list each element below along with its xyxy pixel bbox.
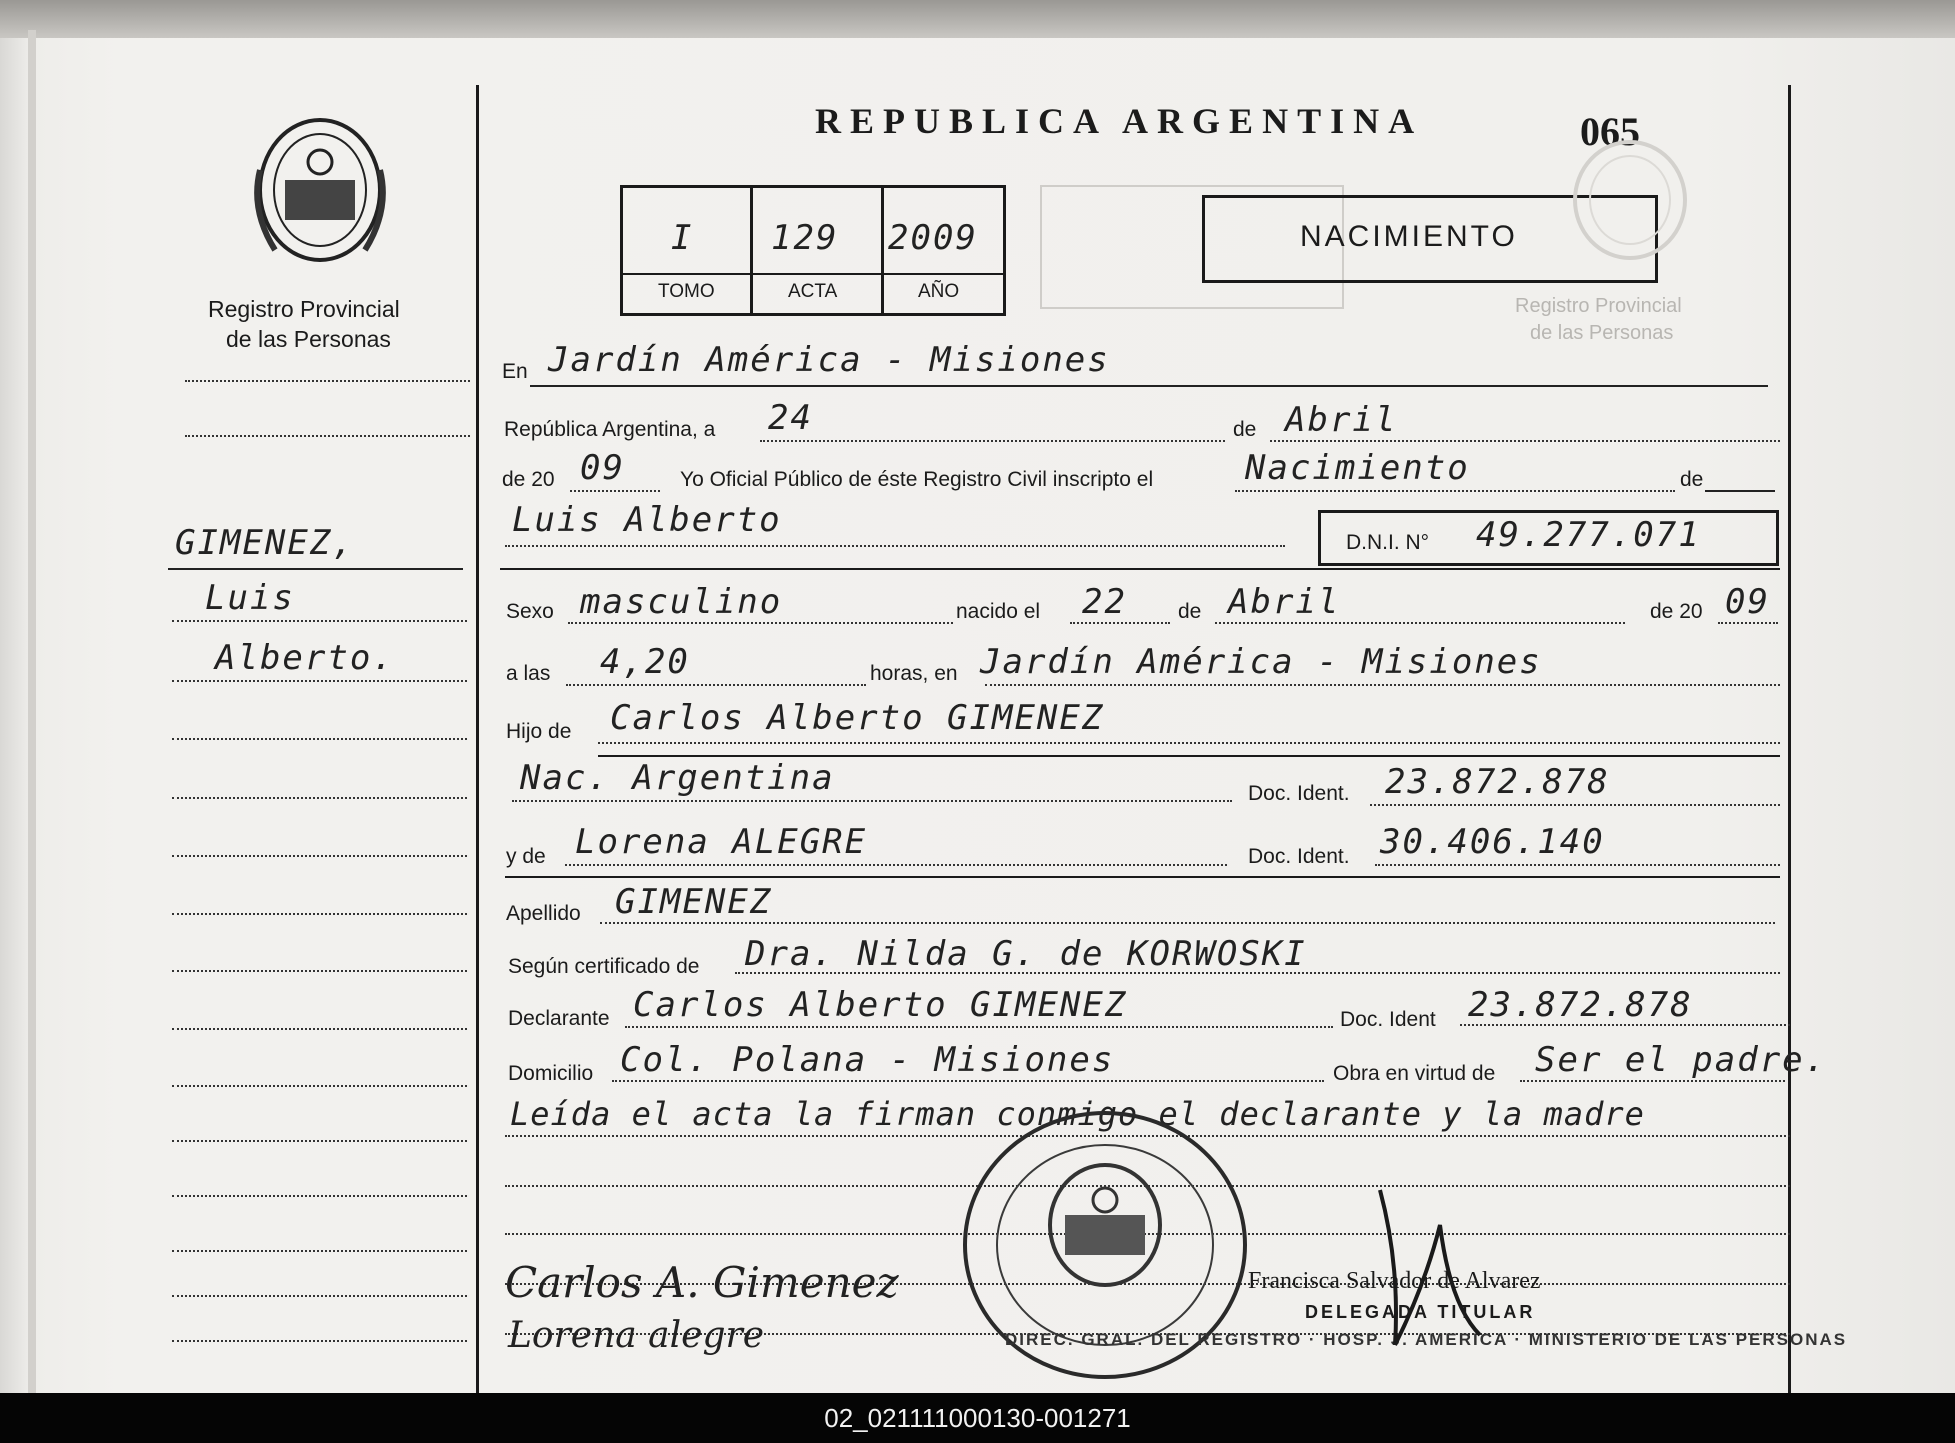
bleed-through-text: Registro Provincial <box>1515 295 1682 317</box>
sexo-value: masculino <box>580 582 783 622</box>
closing-text: Leída el acta la firman conmigo el declarante y la madre <box>510 1095 1645 1133</box>
sidebar-line <box>172 1250 467 1252</box>
record-type: NACIMIENTO <box>1300 220 1518 253</box>
signature-mother: Lorena alegre <box>508 1315 765 1356</box>
de20-label: de 20 <box>1650 600 1703 623</box>
year-value: 09 <box>580 448 625 488</box>
day-value: 24 <box>768 398 813 438</box>
sidebar-line <box>172 738 467 740</box>
sidebar-line <box>172 1340 467 1342</box>
republica-label: República Argentina, a <box>504 418 716 441</box>
child-name-line <box>505 545 1285 547</box>
hour-value: 4,20 <box>600 642 690 682</box>
de2-label: de <box>1680 468 1704 491</box>
hijo-label: Hijo de <box>506 720 572 743</box>
inscripto-value: Nacimiento <box>1245 448 1470 488</box>
birth-day-line <box>1070 622 1170 624</box>
father-nationality: Nac. Argentina <box>520 758 835 798</box>
official-name: Francisca Salvador de Alvarez <box>1248 1268 1541 1294</box>
left-frame-line <box>476 85 479 1393</box>
record-label-divider <box>623 273 1003 275</box>
record-cell-divider <box>881 188 884 313</box>
sidebar-line <box>172 913 467 915</box>
obra-line <box>1520 1080 1785 1082</box>
birth-year-line <box>1718 622 1778 624</box>
horas-label: horas, en <box>870 662 958 685</box>
yde-label: y de <box>506 845 546 868</box>
province-coat-of-arms-icon <box>245 110 395 270</box>
birth-month-line <box>1215 622 1625 624</box>
year-line <box>570 490 660 492</box>
certificado-value: Dra. Nilda G. de KORWOSKI <box>745 934 1307 974</box>
mother-name-line <box>565 864 1227 866</box>
en-value: Jardín América - Misiones <box>548 340 1110 380</box>
domicilio-value: Col. Polana - Misiones <box>620 1040 1115 1080</box>
sidebar-line <box>172 1295 467 1297</box>
sidebar-line <box>172 970 467 972</box>
acta-value: 129 <box>771 218 839 258</box>
birth-place-line <box>985 684 1780 686</box>
year-prefix: de 20 <box>502 468 555 491</box>
country-title: REPUBLICA ARGENTINA <box>815 101 1424 141</box>
anio-label: AÑO <box>918 281 960 302</box>
birth-day: 22 <box>1082 582 1127 622</box>
sidebar-second-name: Alberto. <box>215 638 395 678</box>
sidebar-line <box>168 568 463 570</box>
name-section-divider <box>500 568 1780 570</box>
sidebar-first-name: Luis <box>205 578 295 618</box>
inscripto-line <box>1235 490 1675 492</box>
doc-label-3: Doc. Ident <box>1340 1008 1436 1031</box>
scan-top-edge <box>0 0 1955 38</box>
scan-code: 02_021111000130-001271 <box>824 1403 1131 1433</box>
de3-label: de <box>1178 600 1202 623</box>
folio-number: 065 <box>1580 109 1640 154</box>
oficial-text: Yo Oficial Público de éste Registro Civil inscripto el <box>680 468 1154 491</box>
month-value: Abril <box>1285 400 1398 440</box>
mother-doc: 30.406.140 <box>1380 822 1605 862</box>
registry-line2: de las Personas <box>226 326 391 352</box>
sidebar-line <box>172 680 467 682</box>
sidebar-line <box>172 1028 467 1030</box>
sidebar-line <box>185 435 470 437</box>
bleed-through-text: de las Personas <box>1530 322 1674 344</box>
month-line <box>1270 440 1780 442</box>
scan-footer <box>0 1393 1955 1443</box>
declarante-doc: 23.872.878 <box>1468 985 1693 1025</box>
birth-year: 09 <box>1725 582 1770 622</box>
en-line <box>530 385 1768 387</box>
segun-label: Según certificado de <box>508 955 700 978</box>
dni-box <box>1318 510 1779 566</box>
sidebar-line <box>185 380 470 382</box>
de2-line <box>1705 490 1775 492</box>
dni-value: 49.277.071 <box>1476 515 1701 555</box>
official-title: DELEGADA TITULAR <box>1305 1302 1536 1322</box>
doc-label-2: Doc. Ident. <box>1248 845 1350 868</box>
father-name: Carlos Alberto GIMENEZ <box>610 698 1105 738</box>
certificado-line <box>735 972 1780 974</box>
declarante-doc-line <box>1460 1024 1790 1026</box>
mother-name: Lorena ALEGRE <box>575 822 868 862</box>
father-nac-line <box>512 800 1232 802</box>
mother-doc-line <box>1375 864 1780 866</box>
sidebar-line <box>172 1140 467 1142</box>
dni-label: D.N.I. N° <box>1346 531 1430 554</box>
en-label: En <box>502 360 528 383</box>
record-cell-divider <box>750 188 753 313</box>
father-doc: 23.872.878 <box>1385 762 1610 802</box>
obra-label: Obra en virtud de <box>1333 1062 1496 1085</box>
sidebar-line <box>172 797 467 799</box>
declarante-line <box>625 1026 1333 1028</box>
registry-line1: Registro Provincial <box>208 296 400 322</box>
faint-seal-icon <box>1560 135 1700 265</box>
stamp-text: DIREC. GRAL. DEL REGISTRO · HOSP. J. AMERICA · MINISTERIO DE LAS PERSONAS <box>1005 1330 1848 1349</box>
apellido-line <box>600 922 1775 924</box>
sidebar-surname: GIMENEZ, <box>175 523 355 563</box>
tomo-label: TOMO <box>658 281 715 302</box>
nacido-label: nacido el <box>956 600 1041 623</box>
alas-label: a las <box>506 662 551 685</box>
sidebar-line <box>172 1085 467 1087</box>
declarante-value: Carlos Alberto GIMENEZ <box>633 985 1128 1025</box>
apellido-value: GIMENEZ <box>615 882 773 922</box>
day-line <box>760 440 1225 442</box>
right-frame-line <box>1788 85 1791 1393</box>
record-number-box <box>620 185 1006 316</box>
apellido-label: Apellido <box>506 902 581 925</box>
father-doc-line <box>1370 804 1780 806</box>
tomo-value: I <box>671 218 694 258</box>
anio-value: 2009 <box>888 218 978 258</box>
birth-month: Abril <box>1228 582 1341 622</box>
declarante-label: Declarante <box>508 1007 610 1030</box>
sexo-line <box>568 622 953 624</box>
domicilio-line <box>612 1080 1324 1082</box>
sexo-label: Sexo <box>506 600 554 623</box>
birth-place: Jardín América - Misiones <box>980 642 1542 682</box>
de-label: de <box>1233 418 1257 441</box>
father-section-divider <box>598 755 1780 757</box>
hour-line <box>566 684 866 686</box>
mother-section-divider <box>505 876 1780 878</box>
sidebar-line <box>172 620 467 622</box>
sidebar-line <box>172 855 467 857</box>
father-name-line <box>598 742 1780 744</box>
child-name: Luis Alberto <box>512 500 782 540</box>
sidebar-line <box>172 1195 467 1197</box>
obra-value: Ser el padre. <box>1535 1040 1828 1080</box>
signature-declarante: Carlos A. Gimenez <box>505 1258 899 1307</box>
acta-label: ACTA <box>788 281 838 302</box>
domicilio-label: Domicilio <box>508 1062 594 1085</box>
doc-label-1: Doc. Ident. <box>1248 782 1350 805</box>
page-binding-edge <box>28 30 36 1393</box>
